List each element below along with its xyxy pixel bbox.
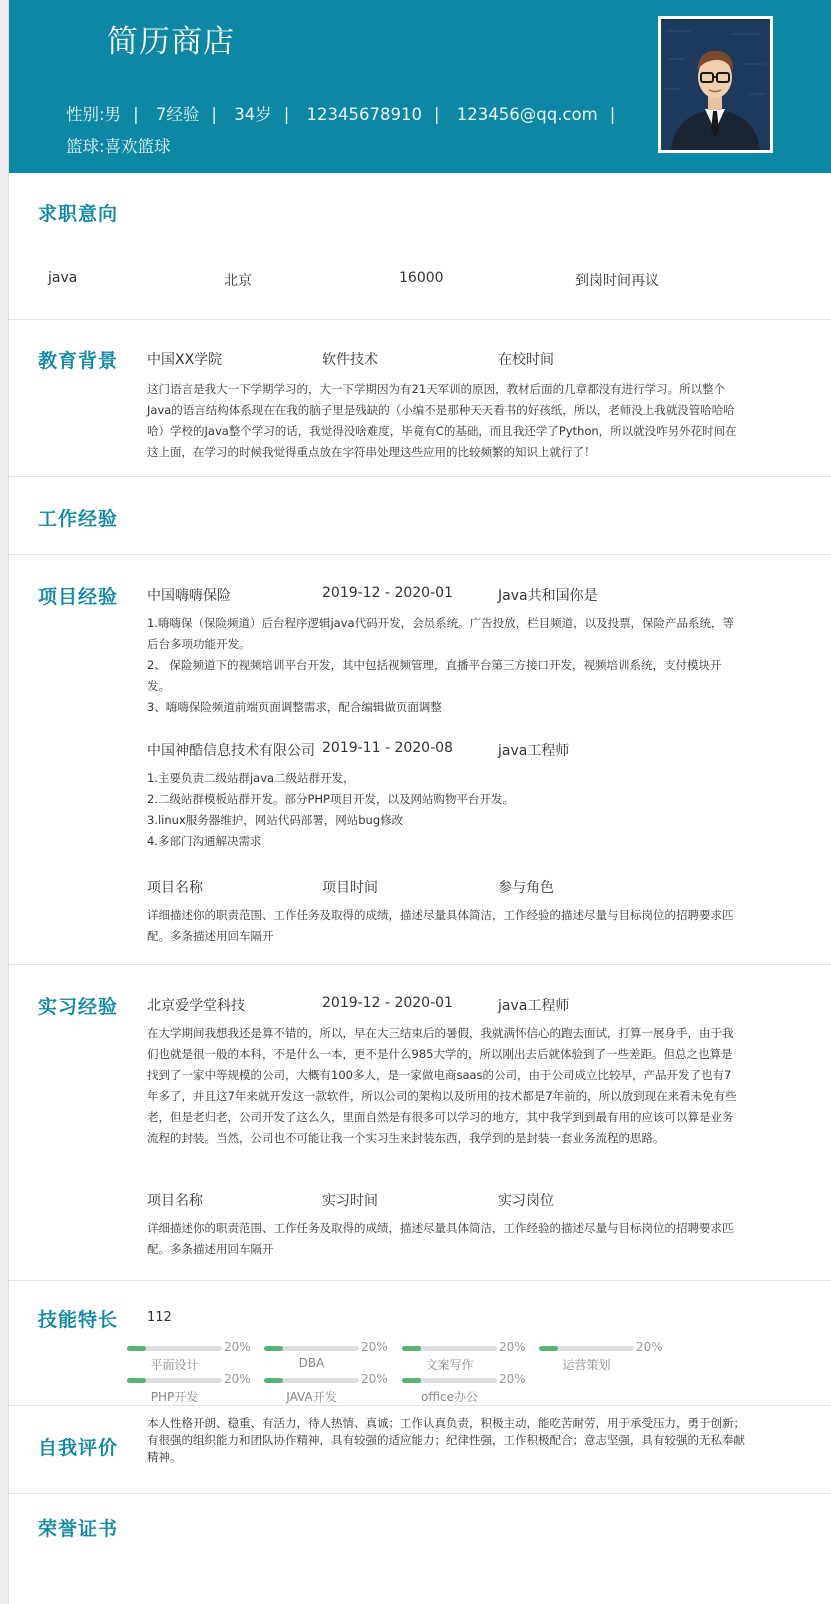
expected-salary: 16000 — [399, 270, 444, 286]
section-title: 教育背景 — [38, 350, 119, 372]
skill-percent: 20% — [224, 1372, 251, 1386]
project-description — [147, 768, 737, 852]
section-title: 工作经验 — [38, 508, 119, 530]
skill-name: 平面设计 — [150, 1358, 199, 1372]
candidate-name: 简历商店 — [107, 24, 235, 60]
divider: | — [283, 105, 290, 124]
skill-percent: 20% — [499, 1372, 526, 1386]
skill-bar-fill — [402, 1378, 421, 1383]
section-job-intention — [9, 173, 831, 320]
basic-info-line — [66, 101, 627, 125]
section-self-evaluation — [9, 1405, 831, 1494]
education-description: 这门语言是我大一下学期学习的，大一下学期因为有21天军训的原因，教材后面的几章都没有进行学习。所以整个Java的语言结构体系现在在我的脑子里是残缺的（小编不是那种天天看书的好孩纸，所以，老师没上我就没管哈哈哈哈）学校的Java整个学习的话，我觉得没啥难度，毕竟有C的基础，而且我还学了Python，所以就没咋另外花时间在这上面，在学习的时候我觉得重点放在字符串处理这些应用的比较频繁的知识上就行了！ — [147, 382, 737, 459]
skill-percent: 20% — [361, 1340, 388, 1354]
skill-item — [127, 1374, 257, 1408]
skill-item — [127, 1342, 257, 1376]
skills-summary: 112 — [147, 1310, 172, 1325]
divider: | — [433, 105, 440, 124]
section-projects — [9, 554, 831, 965]
section-honors — [9, 1493, 831, 1604]
hobby: 篮球:喜欢篮球 — [66, 137, 171, 156]
skill-item — [539, 1342, 669, 1376]
internship-description: 详细描述你的职责范围、工作任务及取得的成绩，描述尽量具体简洁，工作经验的描述尽量与目标岗位的招聘要求匹配。多条描述用回车隔开 — [147, 1221, 734, 1256]
internship-time: 实习时间 — [322, 1193, 378, 1209]
company-name: 项目名称 — [147, 1193, 203, 1209]
skill-bar-fill — [127, 1378, 146, 1383]
section-title: 技能特长 — [38, 1309, 119, 1331]
project-description — [147, 905, 737, 947]
skill-percent: 20% — [499, 1340, 526, 1354]
skill-item — [264, 1342, 394, 1376]
project-time: 2019-12 - 2020-01 — [322, 585, 453, 601]
skill-item — [402, 1374, 532, 1408]
project-role: 参与角色 — [498, 880, 554, 896]
skill-bar-fill — [539, 1346, 558, 1351]
internship-description: 在大学期间我想我还是算不错的，所以，早在大三结束后的暑假，我就满怀信心的跑去面试，打算一展身手，由于我们也就是很一般的本科，不是什么一本，更不是什么985大学的，所以刚出去后就体验到了一些差距。但总之也算是找到了一家中等规模的公司，大概有100多人，是一家做电商saas的公司，由于公司成立比较早，产品开发了也有7年多了，并且这7年来就开发这一款软件，所以公司的架构以及所用的技术都是7年前的，所以放到现在来看未免有些老，但是老归老，公司开发了这么久，里面自然是有很多可以学习的地方，其中我学到到最有用的应该可以算是业务流程的封装。当然，公司也不可能让我一个实习生来封装东西，我学到的是封装一套业务流程的思路。 — [147, 1026, 737, 1145]
internship-time: 2019-12 - 2020-01 — [322, 995, 453, 1011]
project-name: 中国嗨嗨保险 — [147, 588, 231, 604]
project-name: 中国神酷信息技术有限公司 — [147, 743, 315, 759]
avatar-portrait-icon — [661, 19, 770, 150]
project-time: 项目时间 — [322, 880, 378, 896]
email: 123456@qq.com — [456, 105, 598, 124]
project-line: 1.主要负责二级站群java二级站群开发， — [147, 771, 355, 785]
gender: 性别:男 — [66, 105, 122, 124]
section-work — [9, 476, 831, 555]
school-name: 中国XX学院 — [147, 352, 223, 368]
project-line: 3.linux服务器维护，网站代码部署，网站bug修改 — [147, 813, 404, 827]
major: 软件技术 — [322, 352, 378, 368]
company-name: 北京爱学堂科技 — [147, 998, 245, 1014]
section-title: 自我评价 — [38, 1437, 119, 1459]
project-line: 2.二级站群模板站群开发。部分PHP项目开发，以及网站购物平台开发。 — [147, 792, 514, 806]
section-internship — [9, 964, 831, 1281]
intended-city: 北京 — [224, 273, 252, 289]
project-line: 详细描述你的职责范围、工作任务及取得的成绩，描述尽量具体简洁，工作经验的描述尽量与目标岗位的招聘要求匹配。多条描述用回车隔开 — [147, 908, 734, 943]
skill-item — [264, 1374, 394, 1408]
resume-header — [9, 0, 831, 173]
skill-name: DBA — [298, 1356, 325, 1370]
skill-name: JAVA开发 — [286, 1390, 337, 1404]
phone: 12345678910 — [306, 105, 422, 124]
project-description — [147, 613, 737, 718]
section-title: 荣誉证书 — [38, 1518, 119, 1540]
project-line: 2、 保险频道下的视频培训平台开发，其中包括视频管理，直播平台第三方接口开发，视频培训系统，支付模块开发。 — [147, 658, 722, 693]
section-title: 项目经验 — [38, 586, 119, 608]
skill-bar-fill — [264, 1378, 283, 1383]
skill-name: PHP开发 — [150, 1390, 199, 1404]
internship-role: java工程师 — [498, 998, 570, 1014]
internship-role: 实习岗位 — [498, 1193, 554, 1209]
project-role: Java共和国你是 — [498, 588, 598, 604]
project-line: 3、嗨嗨保险频道前端页面调整需求，配合编辑做页面调整 — [147, 700, 442, 714]
resume-page — [8, 0, 831, 1604]
skill-name: office办公 — [421, 1390, 478, 1404]
project-line: 1.嗨嗨保（保险频道）后台程序逻辑java代码开发，会员系统。广告投放，栏目频道，以及投票，保险产品系统，等后台多项功能开发。 — [147, 616, 735, 651]
divider: | — [133, 105, 139, 124]
intended-job: java — [48, 270, 78, 286]
project-time: 2019-11 - 2020-08 — [322, 740, 453, 756]
divider: | — [211, 105, 217, 124]
project-role: java工程师 — [498, 743, 570, 759]
section-skills — [9, 1280, 831, 1406]
skill-name: 文案写作 — [425, 1358, 474, 1372]
skill-name: 运营策划 — [562, 1358, 611, 1372]
age: 34岁 — [234, 105, 272, 124]
section-title: 实习经验 — [38, 996, 119, 1018]
avatar — [658, 16, 773, 153]
divider: | — [609, 105, 616, 124]
skill-item — [402, 1342, 532, 1376]
skill-bar-fill — [264, 1346, 283, 1351]
section-education — [9, 319, 831, 477]
section-title: 求职意向 — [38, 203, 119, 225]
skill-bar-fill — [127, 1346, 146, 1351]
skill-percent: 20% — [224, 1340, 251, 1354]
skill-percent: 20% — [636, 1340, 663, 1354]
project-name: 项目名称 — [147, 880, 203, 896]
project-line: 4.多部门沟通解决需求 — [147, 834, 262, 848]
arrival-time: 到岗时间再议 — [575, 273, 659, 289]
experience-years: 7经验 — [155, 105, 200, 124]
skill-percent: 20% — [361, 1372, 388, 1386]
skill-bar-fill — [402, 1346, 421, 1351]
study-time: 在校时间 — [498, 352, 554, 368]
self-evaluation-text: 本人性格开朗、稳重、有活力，待人热情、真诚；工作认真负责，积极主动，能吃苦耐劳，用于承受压力，勇于创新；有很强的组织能力和团队协作精神，具有较强的适应能力；纪律性强，工作积极配合；意志坚强，具有较强的无私奉献精神。 — [147, 1416, 745, 1464]
